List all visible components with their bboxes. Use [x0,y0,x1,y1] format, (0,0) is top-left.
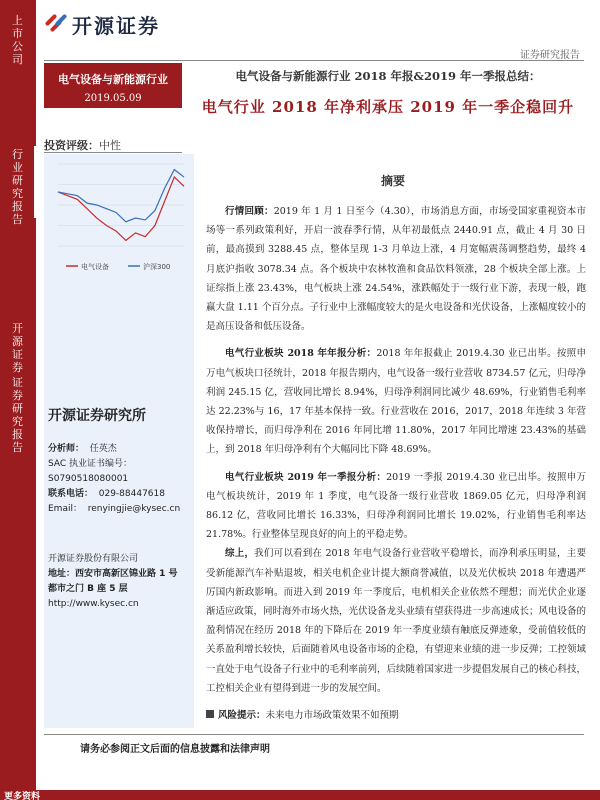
analyst-info [48,442,180,517]
company-info [48,552,178,612]
risk-notice [206,706,586,725]
logo-text: 开源证券 [72,14,160,38]
risk-lead: 风险提示： [218,710,266,722]
q1-report-text: 2019 一季报 2019.4.30 业已出毕。按照申万电气板块统计，2019 年 1 季度，电气设备一级行业营收 1869.05 亿元，归母净利润 86.12 亿，营收同比增长 16.33%，归母净利润同比增长 19.02%，行业销售毛利率达 21.78%。行业整体呈现良好的向上的平稳走势。 [206,471,586,541]
report-date: 2019.05.09 [84,93,142,104]
sidebar-research-report: 证 券 研 究 报 告 [12,376,24,454]
phone-label: 联系电话： [48,489,94,499]
footer-tag: 更多资料 [4,792,41,800]
rating-divider [44,152,182,153]
annual-report-lead: 电气行业板块 2018 年年报分析： [225,348,377,360]
sector-name: 电气设备与新能源行业 [58,73,168,86]
report-headline [192,68,584,117]
email-address[interactable]: renyingjie@kysec.cn [87,504,181,514]
footer-bar [0,790,600,800]
q1-report-paragraph [206,468,586,545]
company-name: 开源证券股份有限公司 [48,554,139,564]
logo-icon [44,14,66,36]
company-website[interactable]: http://www.kysec.cn [48,599,139,609]
annual-report-text: 2018 年年报截止 2019.4.30 业已出毕。按照申万电气板块口径统计，2018 年报告期内，电气设备一级行业营收 8734.57 亿元，归母净利润 245.15 亿，营收同比增长 8.94%，归母净利润同比减少 48.69%，行业销售毛利率达 22.23%与 16，17 年基本保持一致。行业营收在 2016，2017，2018 年连续 3 年营收保持增长，而归母净利在 2016 年同比增 11.80%，2017 年同比增速 23.43%的基础上，到 2018 年归母净利有个大幅同比下降 48.69%。 [206,348,586,456]
company-logo [44,10,160,39]
report-subtitle: 电气设备与新能源行业 2018 年报&2019 年一季报总结： [235,69,541,83]
rating-value: 中性 [99,139,121,152]
rating-label: 投资评级： [44,139,99,152]
sac-number: S0790518080001 [48,474,129,484]
market-review-lead: 行情回顾： [225,206,274,217]
market-review-text: 2019 年 1 月 1 日至今（4.30），市场消息方面，市场受国家重视资本市场等一系列政策利好，开启一波春季行情，从年初最低点 2440.91 点，截止 4 月 30 日前，最高摸到 3288.45 点，整体呈现 1-3 月单边上涨，4 月宽幅震荡调整趋势，最终 4 月底沪指收 3078.34 点。各个板块中农林牧渔和食品饮料领涨，28 个板块全部上涨。上证综指上涨 23.43%，电气板块上涨 24.54%，涨跌幅处于一级行业下游，表现一般，跑赢大盘 1.11 个百分点。子行业中上涨幅度较大的是火电设备和光伏设备，上涨幅度较小的是高压设备和低压设备。 [206,206,586,333]
q1-report-lead: 电气行业板块 2019 年一季报分析： [225,471,387,483]
bottom-divider [44,734,584,735]
company-address-2: 都市之门 B 座 5 层 [48,584,128,594]
sidebar-report-type: 行 业 研 究 报 告 [12,148,24,226]
summary-paragraph [206,544,586,698]
abstract-title: 摘要 [380,174,405,188]
analyst-name-label: 分析师： [48,444,85,454]
left-info-panel [44,154,194,728]
phone-number: 029-88447618 [98,489,165,499]
sidebar-company-type: 上 市 公 司 [12,14,24,66]
summary-text: 我们可以看到在 2018 年电气设备行业营收平稳增长，而净利承压明显，主要受新能源汽车补贴退坡，相关电机企业计提大额商誉减值，以及光伏板块 2018 年遭遇严厉国内新政影响。而进入到 2019 年一季度后，电机相关企业依然不理想；而光伏企业逐渐适应政策，同时海外市场火热，光伏设备龙头业绩有望获得进一步高速成长；风电设备的盈利情况在经历 2018 年的下降后在 2019 年一季度业绩有触底反弹迹象，受前值较低的关系盈利增长较快，后面随着风电设备市场的企稳，有望迎来业绩的进一步反弹；工控领域一直处于电气设备子行业中的毛利率前列，后续随着国家进一步提倡发展自己的核心科技，工控相关企业有望得到进一步的发展空间。 [206,548,587,694]
chart-series-line-1 [58,170,184,222]
performance-chart [44,158,194,276]
sector-box [44,63,182,108]
investment-rating [44,137,121,153]
sidebar-divider [34,146,36,218]
legend-label-1: 沪深300 [143,263,171,271]
sidebar-securities: 开 源 证 券 [12,322,24,374]
sac-label: SAC 执业证书编号： [48,459,133,469]
annual-report-paragraph [206,344,586,459]
summary-lead: 综上， [225,548,255,560]
bullet-square-icon [206,710,214,718]
company-address-1: 地址：西安市高新区锦业路 1 号 [48,569,178,579]
legend-label-0: 电气设备 [81,263,109,271]
top-divider [44,60,584,61]
abstract-body [206,202,586,725]
market-review-paragraph [206,202,586,336]
email-label: Email： [48,504,82,514]
analyst-name: 任英杰 [89,444,117,454]
document-type: 证券研究报告 [520,50,580,61]
report-title: 电气行业 2018 年净利承压 2019 年一季企稳回升 [201,98,575,116]
institute-name: 开源证券研究所 [48,408,146,424]
legal-disclaimer: 请务必参阅正文后面的信息披露和法律声明 [80,744,270,755]
risk-text: 未来电力市场政策效果不如预期 [265,710,399,722]
